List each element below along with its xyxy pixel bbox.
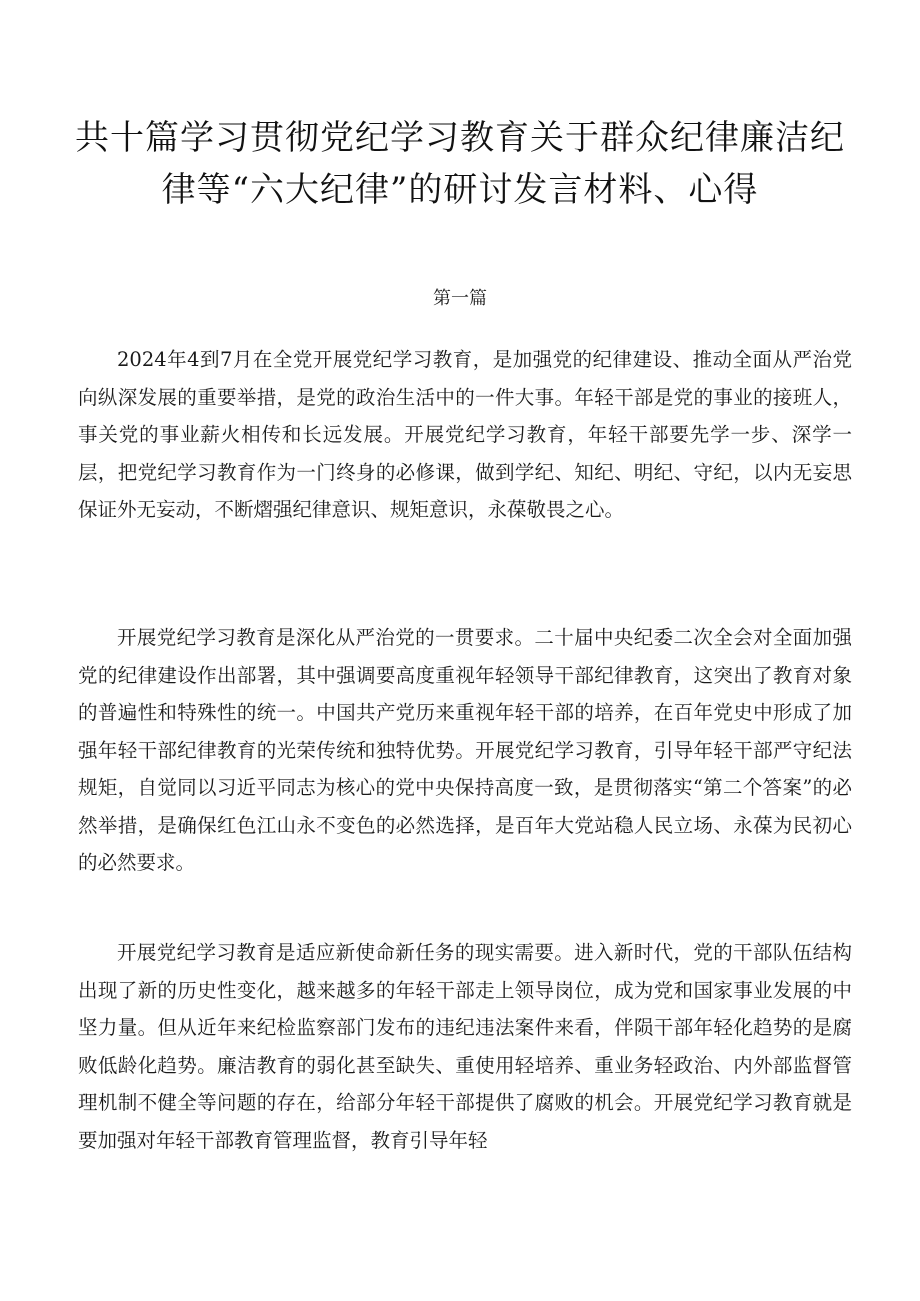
section-heading: 第一篇 [433, 288, 487, 309]
body-paragraph: 开展党纪学习教育是深化从严治党的一贯要求。二十届中央纪委二次全会对全面加强党的纪律建设作出部署，其中强调要高度重视年轻领导干部纪律教育，这突出了教育对象的普遍性和特殊性的统一。中国共产党历来重视年轻干部的培养，在百年党史中形成了加强年轻干部纪律教育的光荣传统和独特优势。开展党纪学习教育，引导年轻干部严守纪法规矩，自觉同以习近平同志为核心的党中央保持高度一致，是贯彻落实“第二个答案”的必然举措，是确保红色江山永不变色的必然选择，是百年大党站稳人民立场、永葆为民初心的必然要求。 [78, 626, 852, 874]
body-paragraph: 开展党纪学习教育是适应新使命新任务的现实需要。进入新时代，党的干部队伍结构出现了新的历史性变化，越来越多的年轻干部走上领导岗位，成为党和国家事业发展的中坚力量。但从近年来纪检监察部门发布的违纪违法案件来看，伴陨干部年轻化趋势的是腐败低龄化趋势。廉洁教育的弱化甚至缺失、重使用轻培养、重业务轻政治、内外部监督管理机制不健全等问题的存在，给部分年轻干部提供了腐败的机会。开展党纪学习教育就是要加强对年轻干部教育管理监督，教育引导年轻 [78, 941, 852, 1152]
body-paragraph: 2024年4到7月在全党开展党纪学习教育，是加强党的纪律建设、推动全面从严治党向纵深发展的重要举措，是党的政治生活中的一件大事。年轻干部是党的事业的接班人，事关党的事业薪火相传和长远发展。开展党纪学习教育，年轻干部要先学一步、深学一层，把党纪学习教育作为一门终身的必修课，做到学纪、知纪、明纪、守纪，以内无妄思保证外无妄动，不断熠强纪律意识、规矩意识，永葆敬畏之心。 [78, 348, 852, 521]
document-title: 共十篇学习贯彻党纪学习教育关于群众纪律廉洁纪律等“六大纪律”的研讨发言材料、心得 [75, 118, 845, 210]
